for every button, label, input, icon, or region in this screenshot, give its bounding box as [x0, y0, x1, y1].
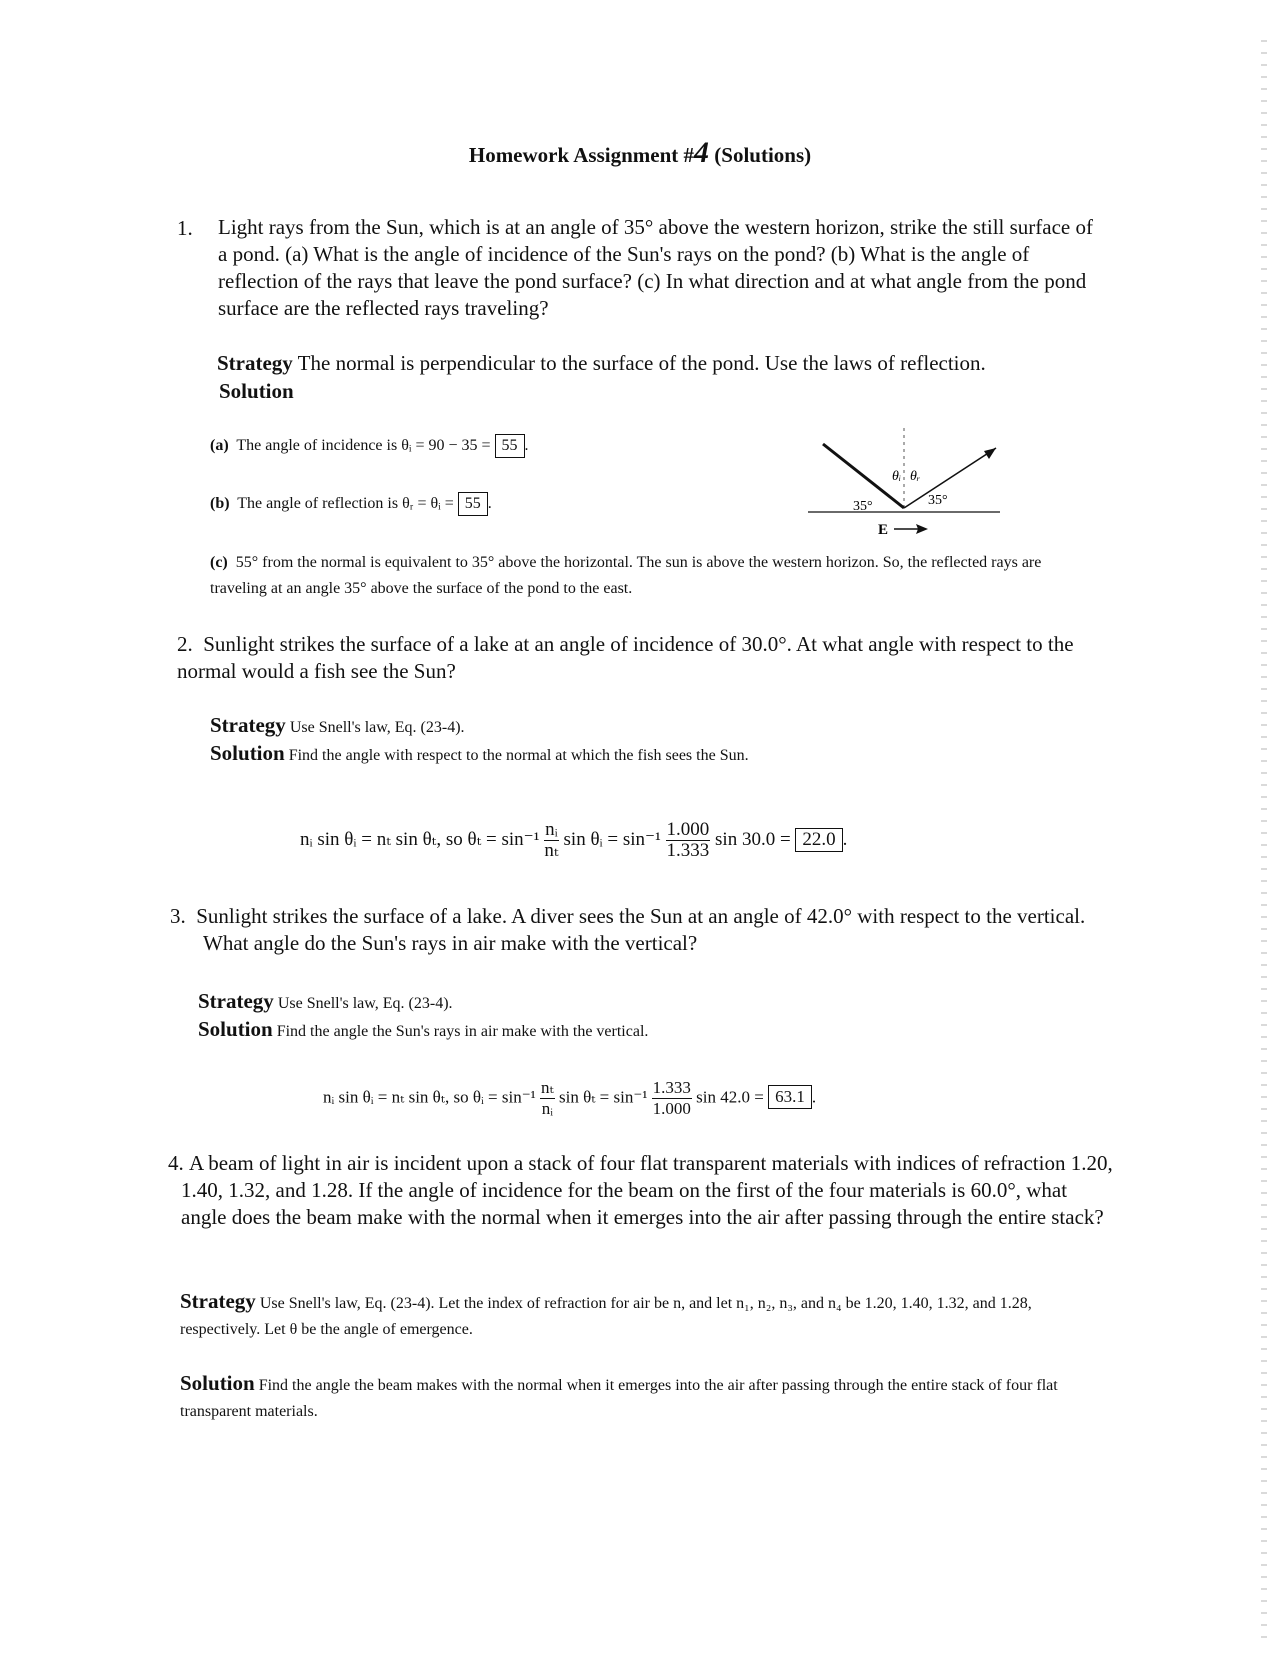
page-title: Homework Assignment #4 (Solutions)	[468, 136, 812, 169]
q1-number: 1.	[177, 216, 193, 240]
q2-text: 2. Sunlight strikes the surface of a lake at an angle of incidence of 30.0°. At what angle with respect to the normal would a fish see the Sun?	[177, 632, 1074, 683]
q3-index-fraction: $\frac{\text{nₜ}}{\text{nᵢ}}$	[541, 1078, 554, 1118]
assignment-number: 4	[694, 136, 710, 169]
q3-answer-box: 63.1	[768, 1085, 812, 1109]
q2-solution: Solution Find the angle with respect to the normal at which the fish sees the Sun.	[210, 741, 749, 765]
east-direction-label: E	[878, 522, 889, 538]
q3-equation: nᵢ sin θᵢ = nₜ sin θₜ, so θᵢ = sin⁻¹ $\frac{\text{nₜ}}{\text{nᵢ}}$ sin θₜ = sin⁻¹ $\frac{1.333}{1.000}$ sin 42.0 = 63.1 .	[323, 1078, 817, 1118]
theta-i-label: θᵢ	[892, 469, 902, 484]
q2-index-fraction: $\frac{\text{nᵢ}}{\text{nₜ}}$	[544, 819, 559, 861]
q1-solution-label: Solution	[219, 379, 294, 403]
q4-strategy: Strategy Use Snell's law, Eq. (23-4). Let the index of refraction for air be n, and let n₁, n₂, n₃, and n₄ be 1.20, 1.40, 1.32, and 1.28, respectively. Let θ be the angle of emergence.	[180, 1289, 1032, 1338]
angle-right-label: 35°	[928, 493, 948, 508]
q1-a-answer-box: 55	[495, 434, 525, 458]
q2-answer-box: 22.0	[795, 828, 842, 852]
reflected-ray-arrowhead	[984, 448, 996, 459]
scan-edge-artifact	[1261, 40, 1267, 1640]
q1-b-answer-box: 55	[458, 492, 488, 516]
q2-strategy: Strategy Use Snell's law, Eq. (23-4).	[210, 713, 465, 737]
q1-part-c: (c) 55° from the normal is equivalent to 35° above the horizontal. The sun is above the western horizon. So, the reflected rays are traveling at an angle 35° above the surface of the pond to the east.	[210, 554, 1042, 597]
q1-part-a: (a) The angle of incidence is θᵢ = 90 − 35 = 55 .	[210, 433, 529, 459]
q4-solution: Solution Find the angle the beam makes with the normal when it emerges into the air after passing through the entire stack of four flat transparent materials.	[180, 1371, 1058, 1420]
q1-part-b: (b) The angle of reflection is θᵣ = θᵢ = 55 .	[210, 491, 492, 517]
theta-r-label: θᵣ	[910, 469, 921, 484]
angle-left-label: 35°	[853, 499, 873, 514]
q1-strategy: Strategy The normal is perpendicular to the surface of the pond. Use the laws of reflection.	[217, 351, 986, 375]
q1-text: Light rays from the Sun, which is at an angle of 35° above the western horizon, strike the still surface of a pond. (a) What is the angle of incidence of the Sun's rays on the pond? (b) What is the angle of reflection of the rays that leave the pond surface? (c) In what direction and at what angle from the pond surface are the reflected rays traveling?	[218, 215, 1093, 320]
q3-solution: Solution Find the angle the Sun's rays in air make with the vertical.	[198, 1017, 649, 1041]
reflection-diagram	[808, 428, 1008, 538]
q4-text: 4. A beam of light in air is incident upon a stack of four flat transparent materials with indices of refraction 1.20, 1.40, 1.32, and 1.28. If the angle of incidence for the beam on the first of the four materials is 60.0°, what angle does the beam make with the normal when it emerges into the air after passing through the entire stack?	[168, 1151, 1113, 1229]
q3-strategy: Strategy Use Snell's law, Eq. (23-4).	[198, 989, 453, 1013]
q3-value-fraction: $\frac{1.333}{1.000}$	[652, 1078, 691, 1118]
q2-equation: nᵢ sin θᵢ = nₜ sin θₜ, so θₜ = sin⁻¹ $\frac{\text{nᵢ}}{\text{nₜ}}$ sin θᵢ = sin⁻¹ $\frac{1.000}{1.333}$ sin 30.0 = 22.0 .	[300, 819, 848, 861]
q3-text: 3. Sunlight strikes the surface of a lake. A diver sees the Sun at an angle of 42.0° with respect to the vertical. What angle do the Sun's rays in air make with the vertical?	[170, 904, 1086, 955]
q2-value-fraction: $\frac{1.000}{1.333}$	[666, 819, 710, 861]
